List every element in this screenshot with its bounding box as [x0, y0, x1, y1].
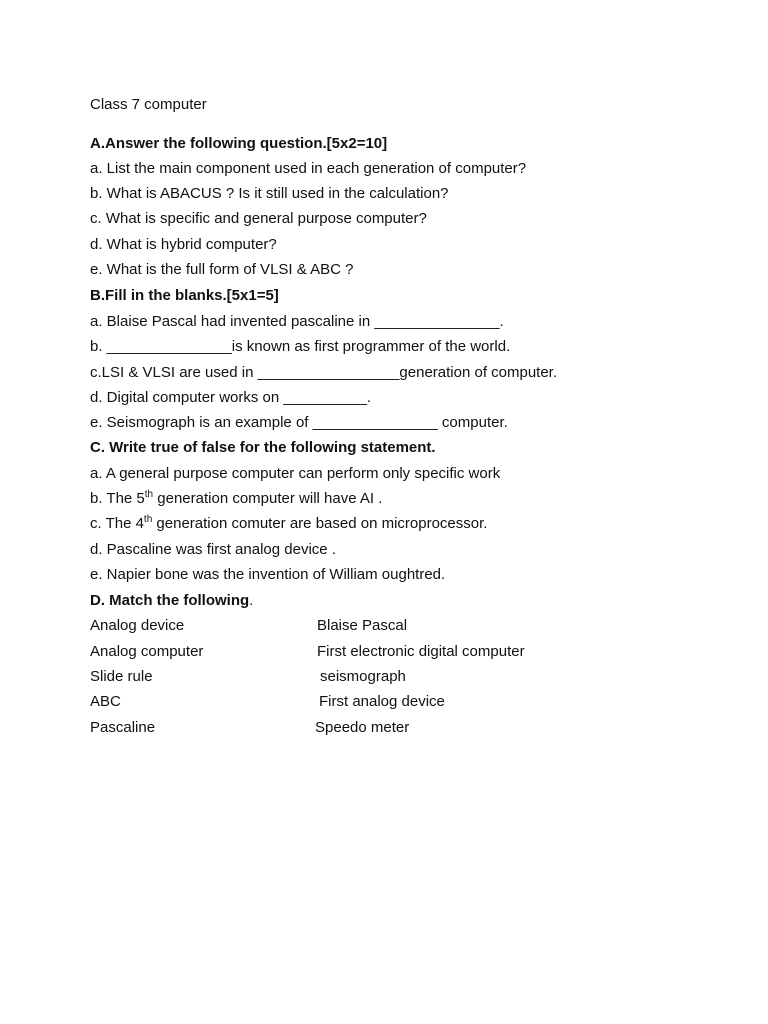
match-right-item: First analog device [319, 693, 445, 710]
section-b-heading: B.Fill in the blanks.[5x1=5] [90, 287, 279, 304]
section-c-heading: C. Write true of false for the following statement. [90, 439, 436, 456]
section-b-item: e. Seismograph is an example of _______________ computer. [90, 414, 508, 431]
match-right-item: seismograph [320, 668, 406, 685]
section-c-item-text: b. The 5 [90, 490, 145, 507]
section-a-item: a. List the main component used in each generation of computer? [90, 160, 527, 177]
ordinal-superscript: th [143, 514, 153, 525]
section-a-heading: A.Answer the following question.[5x2=10] [90, 135, 388, 152]
section-d-heading-text: D. Match the following [90, 592, 250, 609]
section-a-item: d. What is hybrid computer? [90, 236, 277, 253]
section-a-item: c. What is specific and general purpose computer? [90, 210, 427, 227]
match-left-item: Analog computer [90, 643, 204, 660]
section-c-item [90, 490, 382, 508]
document-title: Class 7 computer [90, 96, 207, 113]
section-c-item-text: c. The 4 [90, 515, 144, 532]
match-left-item: Analog device [90, 617, 185, 634]
match-right-item: Speedo meter [315, 719, 410, 736]
section-b-item: a. Blaise Pascal had invented pascaline in _______________. [90, 313, 504, 330]
ordinal-superscript: th [144, 489, 154, 500]
match-left-item: Pascaline [90, 719, 156, 736]
section-c-item: e. Napier bone was the invention of William oughtred. [90, 566, 446, 583]
section-a-item: e. What is the full form of VLSI & ABC ? [90, 261, 354, 278]
section-b-item: c.LSI & VLSI are used in _________________generation of computer. [90, 364, 558, 381]
match-left-item: ABC [90, 693, 121, 710]
section-c-item-text: generation comuter are based on microprocessor. [152, 515, 488, 532]
section-b-item: d. Digital computer works on __________. [90, 389, 372, 406]
match-right-item: Blaise Pascal [317, 617, 408, 634]
section-c-item [90, 515, 487, 533]
section-d-heading-punct: . [249, 592, 254, 609]
section-a-item: b. What is ABACUS ? Is it still used in the calculation? [90, 185, 449, 202]
match-left-item: Slide rule [90, 668, 153, 685]
section-b-item: b. _______________is known as first programmer of the world. [90, 338, 511, 355]
section-c-item: d. Pascaline was first analog device . [90, 541, 336, 558]
section-c-item: a. A general purpose computer can perform only specific work [90, 465, 501, 482]
section-d-heading [90, 592, 253, 610]
match-right-item: First electronic digital computer [317, 643, 525, 660]
section-c-item-text: generation computer will have AI . [153, 490, 383, 507]
